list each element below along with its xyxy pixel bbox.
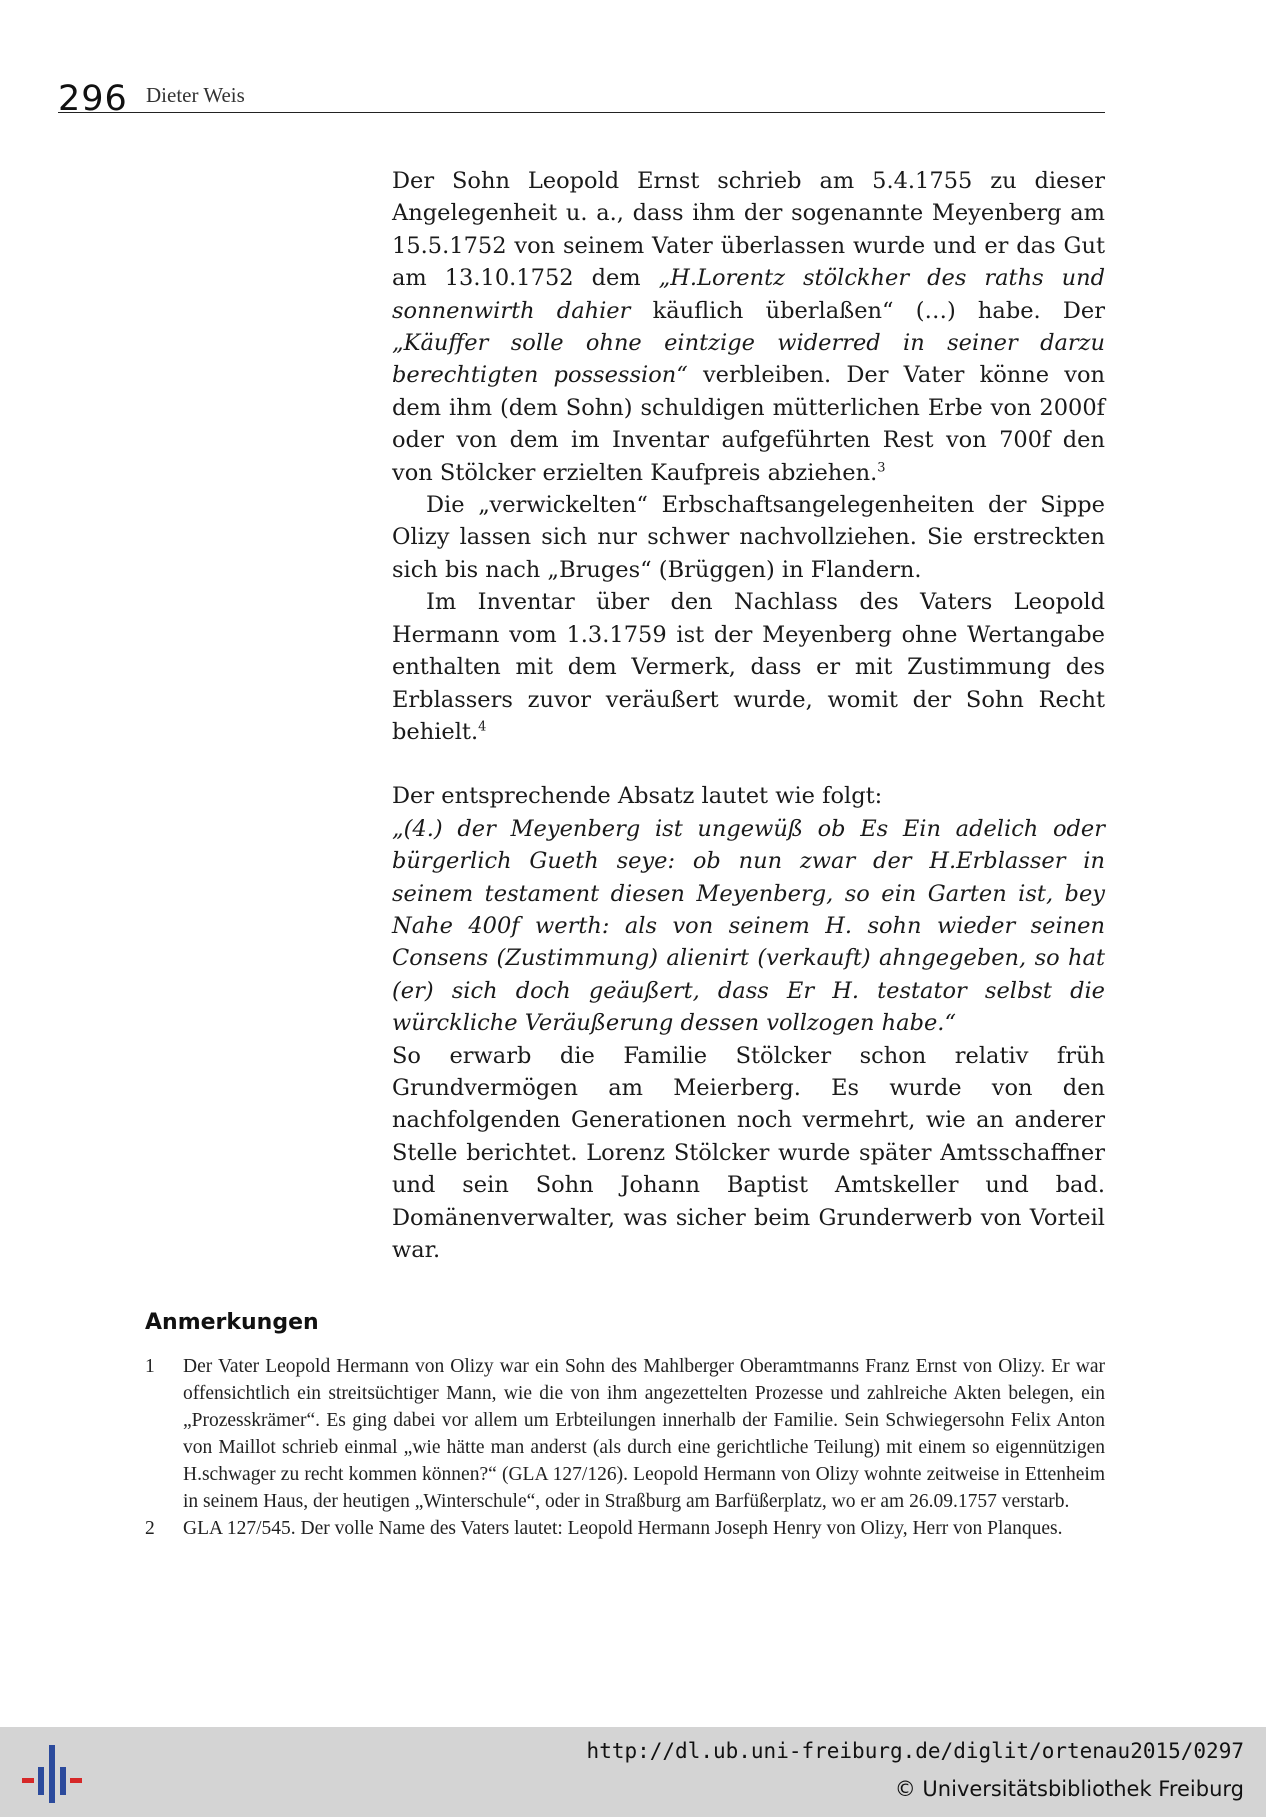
paragraph-4: Der entsprechende Absatz lautet wie folgt:	[392, 783, 883, 810]
main-text	[392, 165, 1105, 1266]
source-url-link[interactable]: http://dl.ub.uni-freiburg.de/diglit/ortenau2015/0297	[586, 1739, 1244, 1763]
note-item	[145, 1515, 1105, 1542]
note-text: GLA 127/545. Der volle Name des Vaters lautet: Leopold Hermann Joseph Henry von Olizy, Herr von Planques.	[183, 1518, 1063, 1539]
paragraph-2: Die „verwickelten“ Erbschaftsangelegenheiten der Sippe Olizy lassen sich nur schwer nachvollziehen. Sie erstreckten sich bis nach „Bruges“ (Brüggen) in Flandern.	[392, 492, 1105, 583]
endnotes	[145, 1310, 1105, 1542]
paragraph-1	[392, 165, 1105, 489]
text-run: verbleiben. Der Vater könne von dem ihm (dem Sohn) schuldigen mütterlichen Erbe von 2000f oder von dem im Inventar aufgeführten Rest von 700f den von Stölcker erzielten Kaufpreis abziehen.	[392, 362, 1105, 486]
page-header	[58, 78, 1105, 119]
running-head-author: Dieter Weis	[146, 83, 245, 107]
notes-heading: Anmerkungen	[145, 1310, 319, 1335]
paragraph-3	[392, 586, 1105, 748]
note-text: Der Vater Leopold Hermann von Olizy war ein Sohn des Mahlberger Oberamtmanns Franz Ernst von Olizy. Er war offensichtlich ein streitsüchtiger Mann, wie die von ihm angezettelten Prozesse und zahlreiche Akten belegen, ein „Prozesskrämer“. Es ging dabei vor allem um Erbteilungen innerhalb der Familie. Sein Schwiegersohn Felix Anton von Maillot schrieb einmal „wie hätte man anderst (als durch eine gerichtliche Teilung) mit einem so eigennützigen H.schwager zu recht kommen können?“ (GLA 127/126). Leopold Hermann von Olizy wohnte zeitweise in Ettenheim in seinem Haus, der heutigen „Winterschule“, oder in Straßburg am Barfüßerplatz, wo er am 26.09.1757 verstarb.	[183, 1356, 1105, 1512]
note-number: 1	[145, 1356, 155, 1377]
quoted-phrase: „Käuffer solle ohne eintzige widerred in seiner darzu berechtigten possession“	[392, 330, 1105, 389]
note-number: 2	[145, 1518, 155, 1539]
paragraph-5: So erwarb die Familie Stölcker schon relativ früh Grundvermögen am Meierberg. Es wurde von den nachfolgenden Generationen noch vermehrt, wie an anderer Stelle berichtet. Lorenz Stölcker wurde später Amtsschaffner und sein Sohn Johann Baptist Amtskeller und bad. Domänenverwalter, was sicher beim Grunderwerb von Vorteil war.	[392, 1042, 1105, 1263]
quoted-phrase: „H.Lorentz stölckher des raths und sonnenwirth dahier	[392, 265, 1106, 324]
copyright-text: © Universitätsbibliothek Freiburg	[894, 1777, 1244, 1801]
page-number: 296	[58, 79, 128, 119]
block-quote: „(4.) der Meyenberg ist ungewüß ob Es Ein adelich oder bürgerlich Gueth seye: ob nun zwar der H.Erblasser in seinem testament diesen Meyenberg, so ein Garten ist, bey Nahe 400f werth: als von seinem H. sohn wieder seinen Consens (Zustimmung) alienirt (verkauft) ahngegeben, so hat (er) sich doch geäußert, dass Er H. testator selbst die würckliche Veräußerung dessen vollzogen habe.“	[392, 815, 1105, 1037]
ub-freiburg-logo-icon	[22, 1745, 82, 1803]
footnote-ref: 3	[877, 460, 886, 476]
text-run: käuflich überlaßen“ (…) habe. Der	[630, 297, 1105, 324]
text-run: Der Sohn Leopold Ernst schrieb am 5.4.1755 zu dieser Angelegenheit u. a., dass ihm der sogenannte Meyenberg am 15.5.1752 von seinem Vater überlassen wurde und er das Gut am 13.10.1752 dem	[392, 168, 1105, 292]
text-run: Im Inventar über den Nachlass des Vaters Leopold Hermann vom 1.3.1759 ist der Meyenberg ohne Wertangabe enthalten mit dem Vermerk, dass er mit Zustimmung des Erblassers zuvor veräußert wurde, womit der Sohn Recht behielt.	[392, 589, 1105, 745]
footnote-ref: 4	[478, 719, 487, 735]
note-item	[145, 1353, 1105, 1515]
footer-bar	[0, 1727, 1266, 1817]
